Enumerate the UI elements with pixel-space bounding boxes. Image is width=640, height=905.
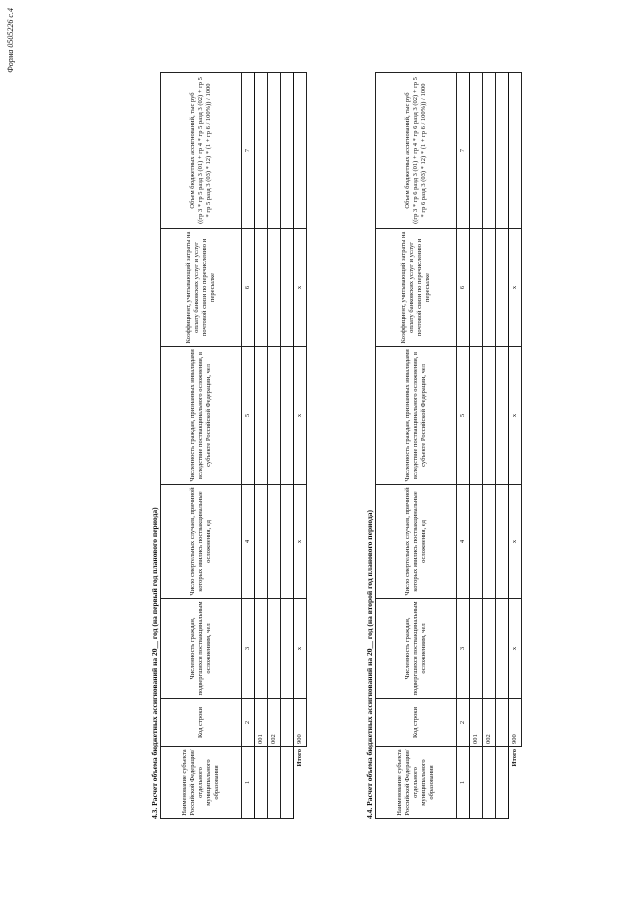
table-row: [496, 73, 509, 819]
table-row: [483, 73, 496, 819]
col-number: 2: [242, 699, 255, 747]
value-cell[interactable]: [483, 599, 496, 699]
x-mark: x: [294, 485, 307, 599]
name-cell[interactable]: [470, 747, 483, 819]
col-number: 6: [457, 229, 470, 347]
col-number: 3: [242, 599, 255, 699]
value-cell[interactable]: [470, 599, 483, 699]
col-header-code: Код строки: [376, 699, 457, 747]
col-number: 2: [457, 699, 470, 747]
col-number: 1: [457, 747, 470, 819]
table-4-4: [375, 72, 522, 819]
col-number: 5: [242, 347, 255, 485]
x-mark: x: [509, 599, 522, 699]
value-cell[interactable]: [268, 73, 281, 229]
col-number: 7: [457, 73, 470, 229]
total-code: 900: [509, 699, 522, 747]
row-code: 001: [255, 699, 268, 747]
table-row: [281, 73, 294, 819]
value-cell[interactable]: [268, 229, 281, 347]
formula-text: ((гр 3 * гр 5 разд 3 (01) + гр 4 * гр 5 разд 3 (02) + гр 5 * гр 5 разд 3 (03) * 12) * (1 + гр 6 / 100%)) / 1000: [196, 77, 213, 224]
table-row: [470, 73, 483, 819]
col-header-disabled: Численность граждан, признанных инвалидами вследствие поствакцинального осложнения, в субъекте Российской Федерации, чел: [161, 347, 242, 485]
col-header-deaths: Число смертельных случаев, причиной которых явились поствакцинальные осложнения, ед: [161, 485, 242, 599]
value-cell[interactable]: [470, 347, 483, 485]
table-row: [268, 73, 281, 819]
col-header-coefficient: Коэффициент, учитывающий затраты на оплату банковских услуг и услуг почтовой связи по перечислению и пересылке: [376, 229, 457, 347]
total-code: 900: [294, 699, 307, 747]
value-cell[interactable]: [268, 347, 281, 485]
col-header-code: Код строки: [161, 699, 242, 747]
total-value-cell[interactable]: [294, 73, 307, 229]
col-number: 4: [242, 485, 255, 599]
value-cell[interactable]: [470, 485, 483, 599]
name-cell[interactable]: [483, 747, 496, 819]
section-title-4-3: 4.3. Расчет объема бюджетных ассигнований на 20__ год (на первый год планового периода): [150, 507, 159, 819]
value-cell[interactable]: [470, 229, 483, 347]
table-row: [255, 73, 268, 819]
x-mark: x: [294, 599, 307, 699]
col-number: 3: [457, 599, 470, 699]
col-header-deaths: Число смертельных случаев, причиной которых явились поствакцинальные осложнения, ед: [376, 485, 457, 599]
value-cell[interactable]: [483, 229, 496, 347]
col-header-disabled: Численность граждан, признанных инвалидами вследствие поствакцинального осложнения, в субъекте Российской Федерации, чел: [376, 347, 457, 485]
row-code: 002: [483, 699, 496, 747]
name-cell[interactable]: [255, 747, 268, 819]
value-cell[interactable]: [268, 485, 281, 599]
row-code: 002: [268, 699, 281, 747]
value-cell[interactable]: [483, 485, 496, 599]
value-cell[interactable]: [268, 599, 281, 699]
x-mark: x: [509, 347, 522, 485]
total-row: [509, 73, 522, 819]
total-label: Итого: [509, 747, 522, 819]
col-number: 6: [242, 229, 255, 347]
table-4-3: [160, 72, 307, 819]
col-number: 7: [242, 73, 255, 229]
col-number: 1: [242, 747, 255, 819]
section-title-4-4: 4.4. Расчет объема бюджетных ассигнований на 20__ год (на второй год планового периода): [365, 509, 374, 819]
col-header-name: Наименование субъекта Российской Федерации/ отдельного муниципального образования: [161, 747, 242, 819]
value-cell[interactable]: [255, 347, 268, 485]
value-cell[interactable]: [255, 485, 268, 599]
x-mark: x: [509, 229, 522, 347]
formula-text: ((гр 3 * гр 6 разд 3 (01) + гр 4 * гр 6 разд 3 (02) + гр 5 * гр 6 разд 3 (03) * 12) * (1 + гр 6 / 100%)) / 1000: [411, 77, 428, 224]
value-cell[interactable]: [255, 73, 268, 229]
total-value-cell[interactable]: [509, 73, 522, 229]
value-cell[interactable]: [255, 599, 268, 699]
form-number: Форма 0505226 с.4: [6, 8, 15, 73]
x-mark: x: [294, 229, 307, 347]
name-cell[interactable]: [268, 747, 281, 819]
row-code: 001: [470, 699, 483, 747]
col-number: 4: [457, 485, 470, 599]
value-cell[interactable]: [483, 73, 496, 229]
total-row: [294, 73, 307, 819]
value-cell[interactable]: [255, 229, 268, 347]
x-mark: x: [294, 347, 307, 485]
col-number: 5: [457, 347, 470, 485]
col-header-count: Численность граждан, подвергшихся поствакцинальным осложнениям, чел: [161, 599, 242, 699]
col-header-volume: Объем бюджетных ассигнований, тыс руб ((гр 3 * гр 5 разд 3 (01) + гр 4 * гр 5 разд 3 (02) + гр 5 * гр 5 разд 3 (03) * 12) * (1 + гр 6 / 100%)) / 1000: [161, 73, 242, 229]
total-label: Итого: [294, 747, 307, 819]
col-header-count: Численность граждан, подвергшихся поствакцинальным осложнениям, чел: [376, 599, 457, 699]
value-cell[interactable]: [470, 73, 483, 229]
value-cell[interactable]: [483, 347, 496, 485]
col-header-volume: Объем бюджетных ассигнований, тыс руб ((гр 3 * гр 6 разд 3 (01) + гр 4 * гр 6 разд 3 (02) + гр 5 * гр 6 разд 3 (03) * 12) * (1 + гр 6 / 100%)) / 1000: [376, 73, 457, 229]
col-header-name: Наименование субъекта Российской Федерации/ отдельного муниципального образования: [376, 747, 457, 819]
col-header-coefficient: Коэффициент, учитывающий затраты на оплату банковских услуг и услуг почтовой связи по перечислению и пересылке: [161, 229, 242, 347]
x-mark: x: [509, 485, 522, 599]
